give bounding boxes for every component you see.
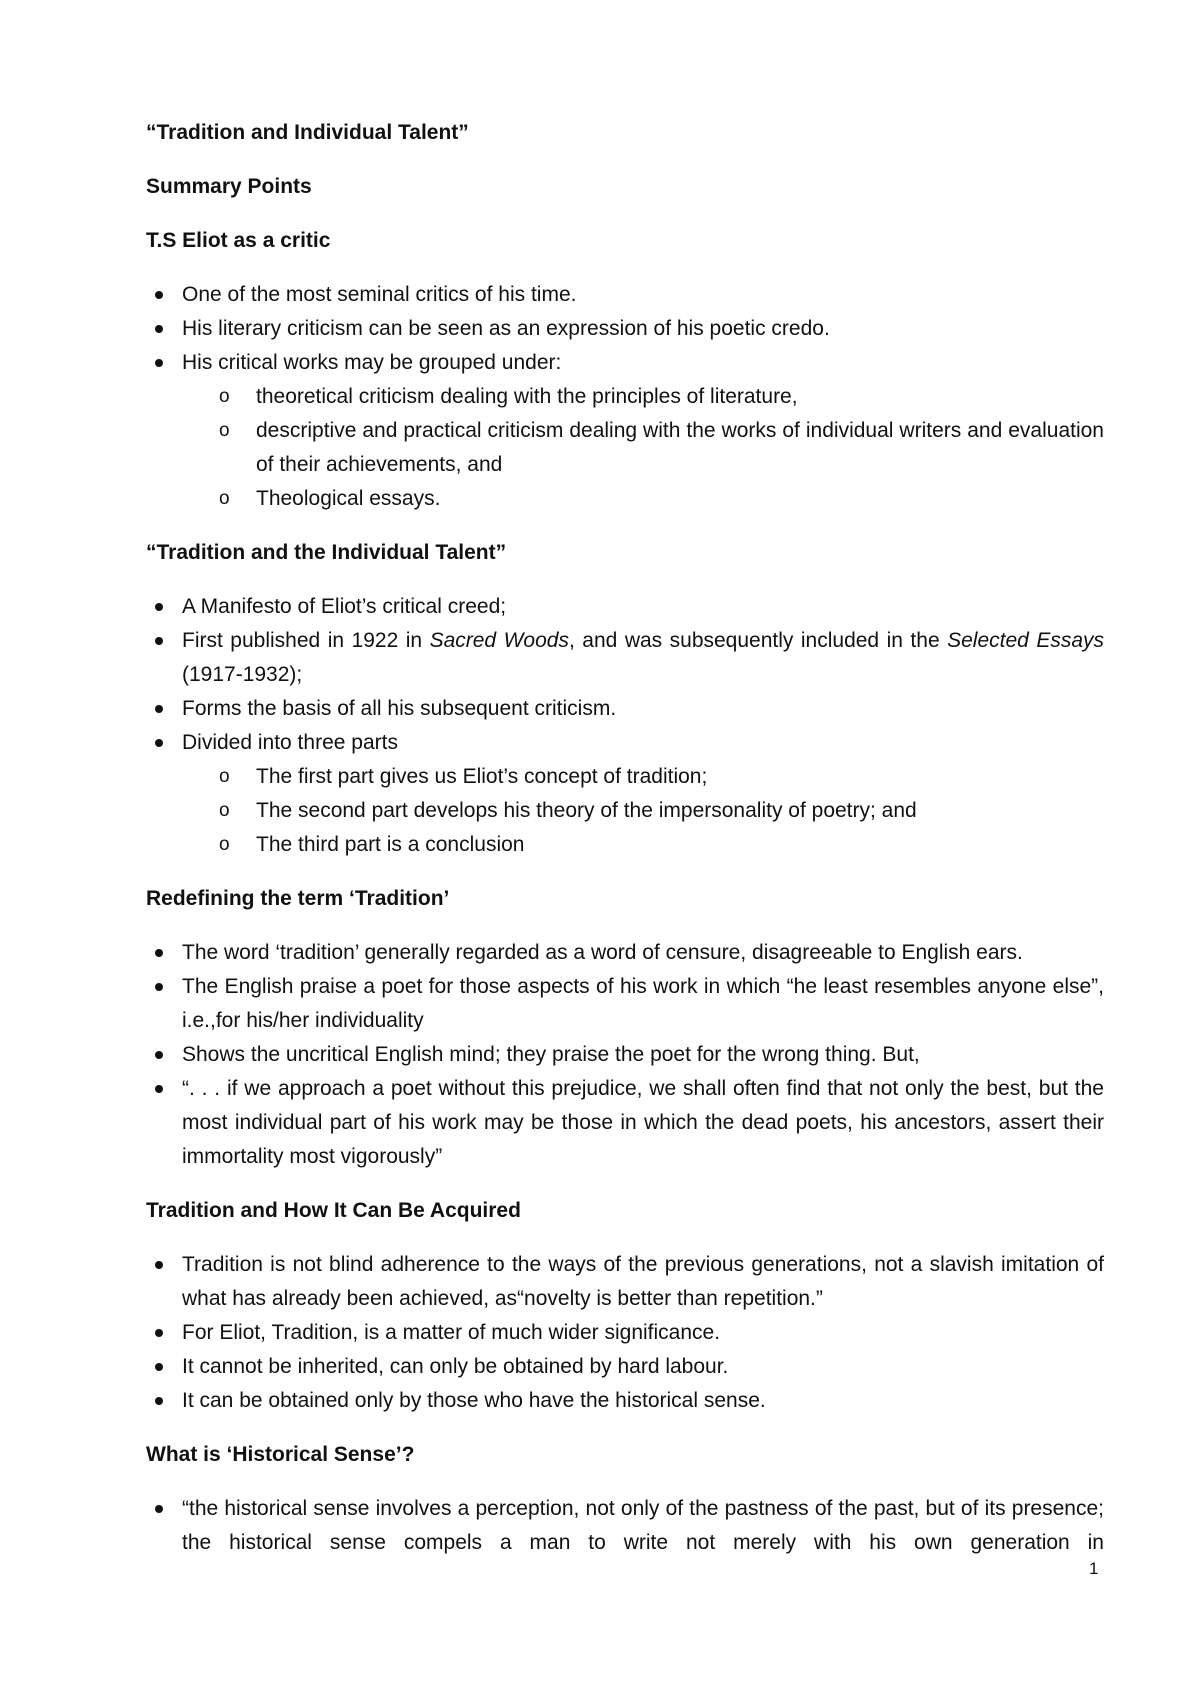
list-item: [146, 624, 1104, 692]
list-item-text: Divided into three parts: [182, 731, 398, 754]
bullet-list-redefining-tradition: [146, 936, 1104, 1174]
list-item: Forms the basis of all his subsequent criticism.: [146, 692, 1104, 726]
text-run: , and was subsequently included in the: [568, 629, 948, 652]
bullet-list-historical-sense: [146, 1492, 1104, 1560]
section-heading-redefining-tradition: Redefining the term ‘Tradition’: [146, 887, 450, 910]
page-number: 1: [1089, 1559, 1099, 1578]
summary-heading: Summary Points: [146, 175, 312, 198]
list-item: Shows the uncritical English mind; they praise the poet for the wrong thing. But,: [146, 1038, 1104, 1072]
sub-list-critical-works: [182, 380, 1104, 516]
text-run: (1917-1932);: [182, 663, 303, 686]
bullet-list-essay: [146, 590, 1104, 862]
bullet-list-eliot-critic: [146, 278, 1104, 516]
sub-list-item: o The third part is a conclusion: [182, 828, 1104, 862]
list-item: [146, 346, 1104, 516]
sub-list-item: o Theological essays.: [182, 482, 1104, 516]
sub-list-item: o theoretical criticism dealing with the principles of literature,: [182, 380, 1104, 414]
sub-list-item: o The second part develops his theory of the impersonality of poetry; and: [182, 794, 1104, 828]
list-item: “the historical sense involves a perception, not only of the pastness of the past, but of its presence; the historical sense compels a man to write not merely with his own generation in: [146, 1492, 1104, 1560]
italic-title-selected-essays: Selected Essays: [947, 629, 1105, 652]
list-item: A Manifesto of Eliot’s critical creed;: [146, 590, 1104, 624]
section-heading-essay: “Tradition and the Individual Talent”: [146, 541, 507, 564]
section-heading-historical-sense: What is ‘Historical Sense’?: [146, 1443, 415, 1466]
list-item: It can be obtained only by those who have the historical sense.: [146, 1384, 1104, 1418]
sub-list-item: o The first part gives us Eliot’s concept of tradition;: [182, 760, 1104, 794]
sub-list-three-parts: [182, 760, 1104, 862]
list-item: It cannot be inherited, can only be obtained by hard labour.: [146, 1350, 1104, 1384]
list-item: “. . . if we approach a poet without this prejudice, we shall often find that not only the best, but the most individual part of his work may be those in which the dead poets, his ancestors, assert their immortality most vigorously”: [146, 1072, 1104, 1174]
list-item: The English praise a poet for those aspects of his work in which “he least resembles anyone else”, i.e.,for his/her individuality: [146, 970, 1104, 1038]
list-item: One of the most seminal critics of his time.: [146, 278, 1104, 312]
list-item: The word ‘tradition’ generally regarded as a word of censure, disagreeable to English ears.: [146, 936, 1104, 970]
list-item: For Eliot, Tradition, is a matter of much wider significance.: [146, 1316, 1104, 1350]
list-item: His literary criticism can be seen as an expression of his poetic credo.: [146, 312, 1104, 346]
document-body: [146, 116, 1104, 1580]
sub-list-item: o descriptive and practical criticism dealing with the works of individual writers and evaluation of their achievements, and: [182, 414, 1104, 482]
section-heading-eliot-critic: T.S Eliot as a critic: [146, 229, 331, 252]
document-title: “Tradition and Individual Talent”: [146, 121, 469, 144]
list-item: Tradition is not blind adherence to the ways of the previous generations, not a slavish imitation of what has already been achieved, as“novelty is better than repetition.”: [146, 1248, 1104, 1316]
list-item: [146, 726, 1104, 862]
list-item-text: His critical works may be grouped under:: [182, 351, 562, 374]
italic-title-sacred-woods: Sacred Woods: [429, 629, 569, 652]
text-run: First published in 1922 in: [182, 629, 430, 652]
bullet-list-acquiring-tradition: [146, 1248, 1104, 1418]
section-heading-acquiring-tradition: Tradition and How It Can Be Acquired: [146, 1199, 521, 1222]
